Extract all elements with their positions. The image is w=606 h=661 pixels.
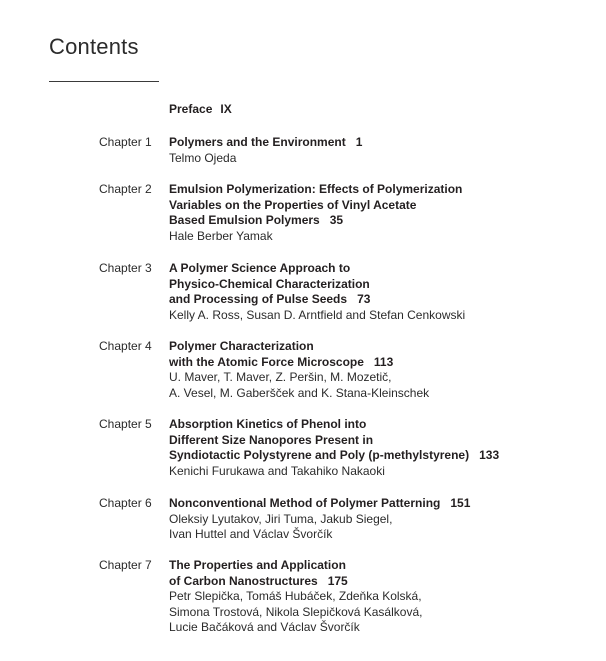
chapter-title-text: The Properties and Application of Carbon Nanostructures <box>169 558 346 588</box>
chapter-title-text: Polymers and the Environment <box>169 135 346 149</box>
chapter-authors: Oleksiy Lyutakov, Jiri Tuma, Jakub Siegel, Ivan Huttel and Václav Švorčík <box>169 511 393 541</box>
chapter-authors: Telmo Ojeda <box>169 150 237 165</box>
chapter-title <box>169 261 589 308</box>
chapter-authors: U. Maver, T. Maver, Z. Peršin, M. Mozetič, A. Vesel, M. Gaberšček and K. Stana-Kleinschek <box>169 370 430 400</box>
chapter-title-text: Nonconventional Method of Polymer Patterning <box>169 496 441 510</box>
chapter-title-text: Emulsion Polymerization: Effects of Polymerization Variables on the Properties of Vinyl Acetate Based Emulsion Polymers <box>169 182 463 227</box>
chapter-title-text: Polymer Characterization with the Atomic Force Microscope <box>169 339 364 369</box>
page-title: Contents <box>49 34 139 59</box>
chapter-title <box>169 182 589 229</box>
chapter-title-text: Absorption Kinetics of Phenol into Different Size Nanopores Present in Syndiotactic Polystyrene and Poly (p-methylstyrene) <box>169 417 470 462</box>
chapter-authors: Hale Berber Yamak <box>169 228 273 243</box>
chapter-label: Chapter 1 <box>99 135 152 149</box>
chapter-label: Chapter 4 <box>99 339 152 353</box>
chapter-page-number: 151 <box>450 496 471 510</box>
chapter-authors: Petr Slepička, Tomáš Hubáček, Zdeňka Kolská, Simona Trostová, Nikola Slepičková Kasálková, Lucie Bačáková and Václav Švorčík <box>169 589 423 634</box>
preface-label: Preface <box>169 102 213 116</box>
chapter-label: Chapter 3 <box>99 261 152 275</box>
title-divider <box>49 81 159 82</box>
preface-page-number: IX <box>220 102 232 116</box>
chapter-page-number: 35 <box>329 213 344 227</box>
preface-entry[interactable] <box>169 102 232 117</box>
chapter-title-text: A Polymer Science Approach to Physico-Chemical Characterization and Processing of Pulse Seeds <box>169 261 370 306</box>
chapter-label: Chapter 2 <box>99 182 152 196</box>
chapter-title <box>169 496 589 512</box>
chapter-label: Chapter 5 <box>99 417 152 431</box>
chapter-page-number: 133 <box>479 448 500 462</box>
chapter-page-number: 73 <box>357 292 371 306</box>
chapter-title <box>169 135 589 151</box>
chapter-page-number: 113 <box>373 354 394 369</box>
chapter-page-number: 175 <box>327 573 348 588</box>
chapter-label: Chapter 6 <box>99 496 152 510</box>
chapter-authors: Kenichi Furukawa and Takahiko Nakaoki <box>169 463 385 478</box>
chapter-title <box>169 339 589 370</box>
chapter-authors: Kelly A. Ross, Susan D. Arntfield and Stefan Cenkowski <box>169 307 466 322</box>
chapter-label: Chapter 7 <box>99 558 152 572</box>
chapter-title <box>169 417 589 464</box>
chapter-title <box>169 558 589 589</box>
chapter-page-number: 1 <box>355 135 363 149</box>
